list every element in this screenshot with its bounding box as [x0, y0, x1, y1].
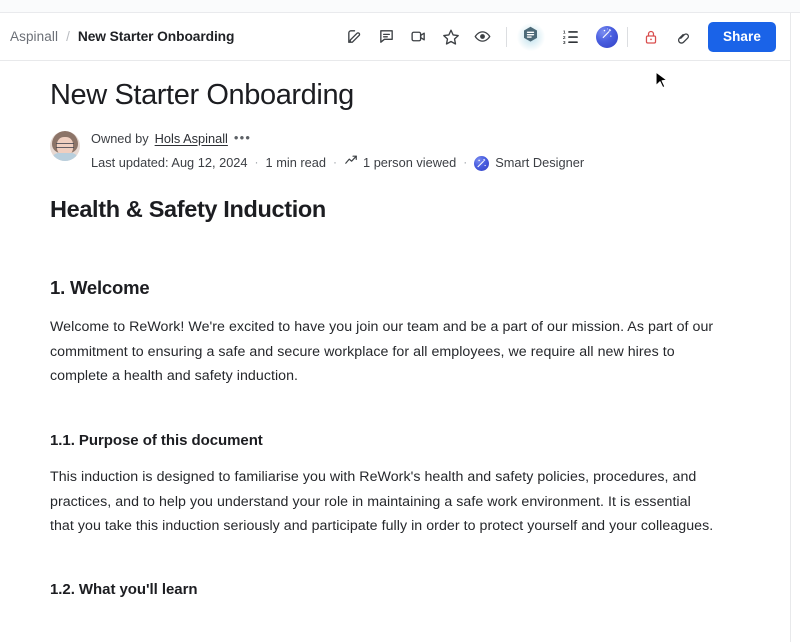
- trending-up-icon: [344, 153, 358, 173]
- doc-template-button[interactable]: [516, 22, 546, 52]
- svg-text:2: 2: [562, 35, 566, 41]
- star-icon: [442, 28, 460, 46]
- comment-icon: [378, 28, 395, 45]
- avatar-shoulders: [51, 153, 79, 161]
- section-heading-welcome: 1. Welcome: [50, 277, 150, 299]
- breadcrumb-parent[interactable]: Aspinall: [10, 29, 59, 44]
- link-icon: [674, 28, 691, 45]
- edit-icon: [346, 28, 363, 45]
- share-button[interactable]: Share: [708, 22, 776, 52]
- copy-link-button[interactable]: [669, 23, 697, 51]
- byline-meta-row: [91, 153, 584, 173]
- svg-text:1: 1: [562, 30, 566, 36]
- document-byline: [50, 129, 740, 173]
- owner-link[interactable]: Hols Aspinall: [154, 130, 228, 146]
- lock-icon: [643, 29, 659, 45]
- section-heading-what-youll-learn: 1.2. What you'll learn: [50, 581, 198, 599]
- breadcrumb-separator: /: [66, 29, 70, 44]
- smart-designer-button[interactable]: [596, 26, 618, 48]
- numbered-list-icon: [562, 28, 580, 46]
- meta-separator: ·: [463, 155, 468, 170]
- right-rail: [790, 13, 800, 642]
- breadcrumb: [10, 29, 234, 44]
- video-button[interactable]: [405, 23, 433, 51]
- permissions-button[interactable]: [637, 23, 665, 51]
- section-heading-purpose: 1.1. Purpose of this document: [50, 431, 263, 449]
- avatar[interactable]: [50, 131, 80, 161]
- document-body: [0, 61, 790, 642]
- viewed-label: 1 person viewed: [363, 154, 457, 170]
- toolbar-divider-2: [627, 27, 628, 47]
- smart-designer-label: Smart Designer: [495, 154, 585, 170]
- page-title: New Starter Onboarding: [50, 79, 354, 111]
- document-header-bar: [0, 13, 790, 61]
- hex-document-icon: [521, 25, 540, 49]
- svg-text:3: 3: [562, 40, 566, 46]
- magic-wand-icon: [599, 26, 615, 47]
- document-heading-1: Health & Safety Induction: [50, 195, 326, 222]
- smart-designer-orb-icon: [474, 156, 489, 171]
- byline-owner-row: [91, 130, 584, 149]
- toolbar-divider-1: [506, 27, 507, 47]
- read-time-label: 1 min read: [265, 154, 327, 170]
- smart-designer-chip[interactable]: [474, 154, 584, 173]
- section-paragraph-purpose: This induction is designed to familiarise you with ReWork's health and safety policies, procedures, and practices, and to help you understand your role in maintaining a safe work environment. It is essential that you take this induction seriously and participate fully in order to protect yourself and your colleagues.: [50, 469, 714, 534]
- owned-by-label: Owned by: [91, 130, 149, 146]
- byline-text: [91, 129, 584, 173]
- document-toolbar: [341, 22, 776, 52]
- meta-separator: ·: [254, 155, 259, 170]
- edit-button[interactable]: [341, 23, 369, 51]
- more-actions-button[interactable]: •••: [233, 130, 252, 146]
- section-paragraph-welcome: Welcome to ReWork! We're excited to have you join our team and be a part of our mission. As part of our commitment to ensuring a safe and secure workplace for all employees, we require all new hires to complete a health and safety induction.: [50, 319, 714, 385]
- last-updated-label: Last updated: Aug 12, 2024: [91, 154, 248, 170]
- window-top-strip: [0, 0, 800, 13]
- viewed-stat[interactable]: [344, 153, 456, 173]
- comment-button[interactable]: [373, 23, 401, 51]
- outline-button[interactable]: [557, 23, 585, 51]
- meta-separator: ·: [333, 155, 338, 170]
- avatar-glasses: [56, 143, 74, 148]
- eye-icon: [474, 28, 491, 45]
- breadcrumb-current[interactable]: New Starter Onboarding: [77, 29, 235, 44]
- views-button[interactable]: [469, 23, 497, 51]
- video-icon: [410, 28, 427, 45]
- favorite-button[interactable]: [437, 23, 465, 51]
